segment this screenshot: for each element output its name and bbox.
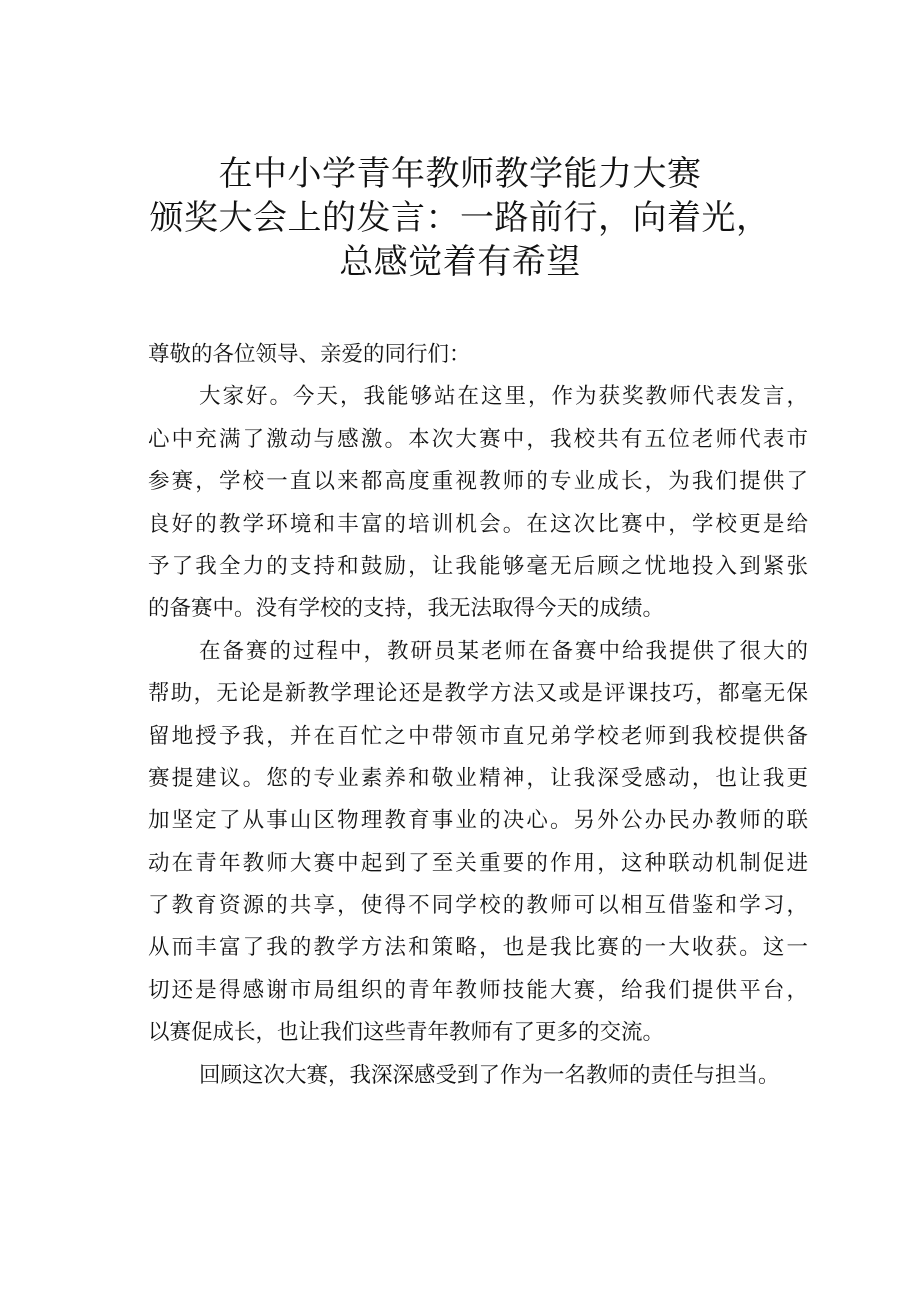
- speech-body: [148, 334, 808, 1097]
- paragraph-line: 良好的教学环境和丰富的培训机会。在这次比赛中，学校更是给: [148, 511, 808, 537]
- paragraph-line: 赛提建议。您的专业素养和敬业精神，让我深受感动，也让我更: [148, 765, 808, 791]
- paragraph-line: 加坚定了从事山区物理教育事业的决心。另外公办民办教师的联: [148, 808, 808, 834]
- title-line-1: 在中小学青年教师教学能力大赛: [218, 154, 702, 194]
- title-line-2: 颁奖大会上的发言：一路前行，向着光，: [149, 198, 771, 238]
- paragraph-line: 切还是得感谢市局组织的青年教师技能大赛，给我们提供平台，: [148, 977, 808, 1003]
- paragraph-line: 动在青年教师大赛中起到了至关重要的作用，这种联动机制促进: [148, 850, 808, 876]
- paragraph-line: 心中充满了激动与感激。本次大赛中，我校共有五位老师代表市: [148, 426, 808, 452]
- paragraph-line: 回顾这次大赛，我深深感受到了作为一名教师的责任与担当。: [199, 1062, 780, 1088]
- paragraph-line: 从而丰富了我的教学方法和策略，也是我比赛的一大收获。这一: [148, 935, 808, 961]
- title-line-3: 总感觉着有希望: [339, 242, 581, 282]
- paragraph-line: 的备赛中。没有学校的支持，我无法取得今天的成绩。: [148, 596, 665, 622]
- paragraph-1: [148, 376, 808, 630]
- speech-title: [120, 152, 800, 284]
- paragraph-line: 在备赛的过程中，教研员某老师在备赛中给我提供了很大的: [199, 638, 808, 664]
- paragraph-line: 了教育资源的共享，使得不同学校的教师可以相互借鉴和学习，: [148, 893, 808, 919]
- greeting-line: 尊敬的各位领导、亲爱的同行们：: [148, 342, 471, 367]
- paragraph-3: [148, 1055, 808, 1097]
- paragraph-line: 大家好。今天，我能够站在这里，作为获奖教师代表发言，: [199, 384, 808, 410]
- paragraph-line: 予了我全力的支持和鼓励，让我能够毫无后顾之忧地投入到紧张: [148, 553, 808, 579]
- paragraph-line: 以赛促成长，也让我们这些青年教师有了更多的交流。: [148, 1020, 665, 1046]
- paragraph-line: 帮助，无论是新教学理论还是教学方法又或是评课技巧，都毫无保: [148, 681, 808, 707]
- paragraph-line: 留地授予我，并在百忙之中带领市直兄弟学校老师到我校提供备: [148, 723, 808, 749]
- paragraph-line: 参赛，学校一直以来都高度重视教师的专业成长，为我们提供了: [148, 469, 808, 495]
- paragraph-2: [148, 631, 808, 1055]
